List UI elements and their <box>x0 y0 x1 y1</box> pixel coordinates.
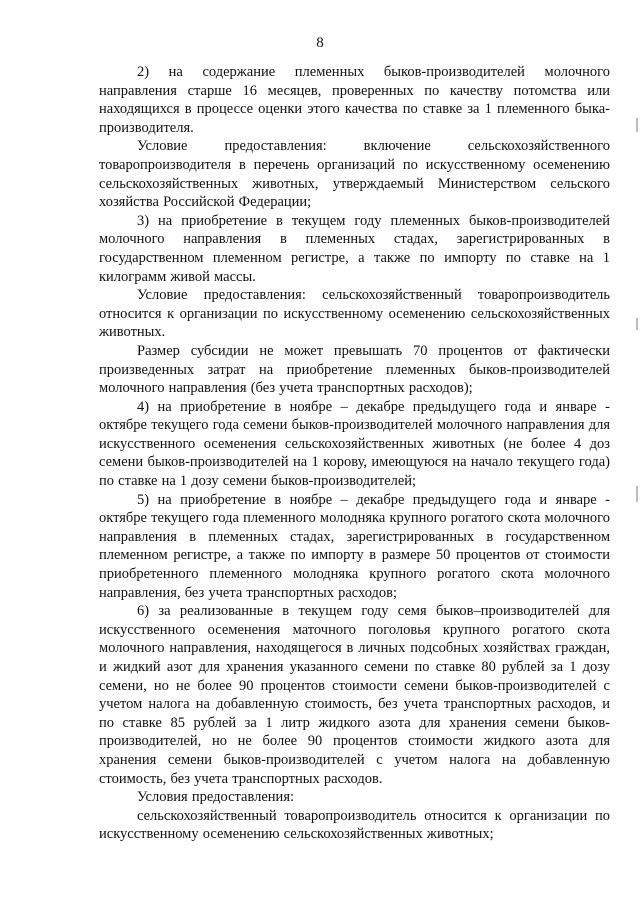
paragraph-conditions-heading: Условия предоставления: <box>137 789 295 806</box>
paragraph-condition-6: сельскохозяйственный товаропроизводитель относится к организации по искусственному осеменению сельскохозяйственных животных; <box>99 807 610 843</box>
paragraph-item-3: 3) на приобретение в текущем году племенных быков-производителей молочного направления в племенных стадах, зарегистрированных в государственном племенном регистре, а также по импорту по ставке на 1 килограмм живой массы. <box>99 212 610 285</box>
paragraph-subsidy-limit: Размер субсидии не может превышать 70 процентов от фактически произведенных затрат на приобретение племенных быков-производителей молочного направления (без учета транспортных расходов); <box>99 342 610 397</box>
paragraph-condition-3: Условие предоставления: сельскохозяйственный товаропроизводитель относится к организации по искусственному осеменению сельскохозяйственных животных. <box>99 287 610 341</box>
scan-margin-mark <box>636 118 638 132</box>
page-number: 8 <box>316 35 324 51</box>
paragraph-item-4: 4) на приобретение в ноябре – декабре предыдущего года и январе - октябре текущего года семени быков-производителей молочного направления для искусственного осеменения сельскохозяйственных животных (не более 4 доз семени быков-производителей на 1 корову, имеющуюся на начало текущего года) по ставке на 1 дозу семени быков-производителей; <box>99 398 610 490</box>
scan-margin-mark <box>636 486 638 502</box>
document-body <box>99 63 610 844</box>
paragraph-item-6: 6) за реализованные в текущем году семя быков–производителей для искусственного осеменения маточного поголовья крупного рогатого скота молочного направления, находящегося в личных подсобных хозяйствах граждан, и жидкий азот для хранения указанного семени по ставке 80 рублей за 1 дозу семени, но не более 90 процентов стоимости семени быков-производителей с учетом налога на добавленную стоимость, без учета транспортных расходов, и по ставке 85 рублей за 1 литр жидкого азота для хранения семени быков-производителей, но не более 90 процентов стоимости жидкого азота для хранения семени быков-производителей с учетом налога на добавленную стоимость, без учета транспортных расходов. <box>99 603 610 787</box>
paragraph-condition-2: Условие предоставления: включение сельскохозяйственного товаропроизводителя в перечень организаций по искусственному осеменению сельскохозяйственных животных, утверждаемый Министерством сельского хозяйства Российской Федерации; <box>99 138 610 211</box>
paragraph-item-5: 5) на приобретение в ноябре – декабре предыдущего года и январе - октябре текущего года племенного молодняка крупного рогатого скота молочного направления в племенных стадах, зарегистрированных в государственном племенном регистре, а также по импорту в размере 50 процентов от стоимости приобретенного племенного молодняка крупного рогатого скота молочного направления, без учета транспортных расходов; <box>99 491 610 601</box>
paragraph-item-2: 2) на содержание племенных быков-производителей молочного направления старше 16 месяцев, проверенных по качеству потомства или находящихся в процессе оценки этого качества по ставке за 1 племенного быка-производителя. <box>99 64 610 136</box>
scan-margin-mark <box>636 318 638 330</box>
